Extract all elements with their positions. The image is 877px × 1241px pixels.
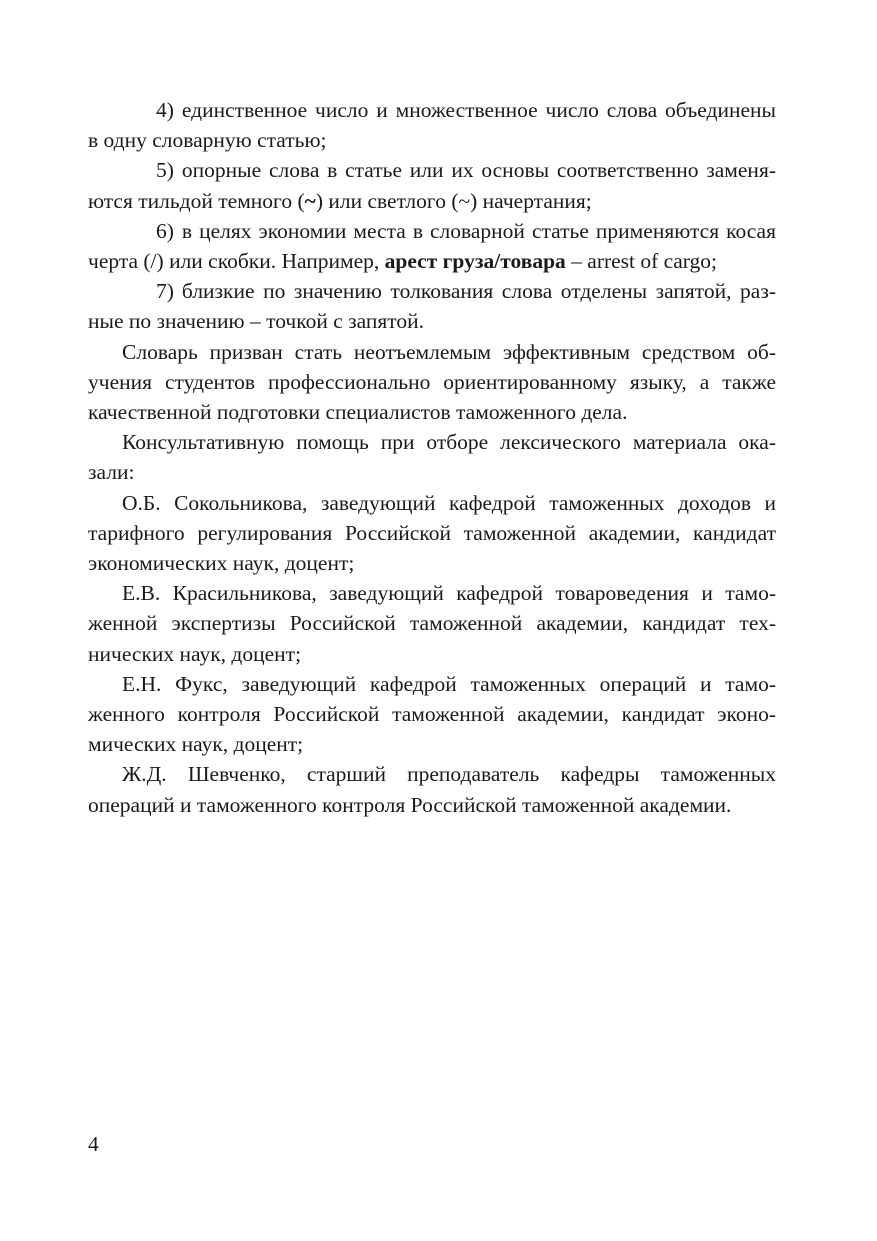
list-item-text: близкие по значению толкования слова отделены запятой, разные по значению – точкой с запятой. <box>88 279 776 334</box>
consultant-sokolnikova: О.Б. Сокольникова, заведующий кафедрой таможенных доходов и тарифного регулирования Российской таможенной академии, кандидат экономических наук, доцент; <box>88 490 776 576</box>
list-item-4 <box>88 95 776 155</box>
list-item-number: 7) <box>156 279 174 304</box>
consultant-krasilnikova: Е.В. Красильникова, заведующий кафедрой товароведения и таможенной экспертизы Российской таможенной академии, кандидат технических наук, доцент; <box>88 581 776 666</box>
list-item-5 <box>88 155 776 215</box>
list-item-text: опорные слова в статье или их основы соответственно заменяются тильдой темного ( <box>88 158 776 213</box>
bold-tilde-symbol: ~ <box>304 188 316 213</box>
purpose-paragraph: Словарь призван стать неотъемлемым эффективным средством обучения студентов профессионально ориентированному языку, а также качественной подготовки специалистов таможенного дела. <box>88 339 776 425</box>
example-translation: – arrest of cargo; <box>565 249 718 274</box>
list-item-7 <box>88 276 776 336</box>
list-item-text: в целях экономии места в словарной статье применяются косая черта (/) или скобки. Например, <box>88 218 776 274</box>
list-item-number: 5) <box>156 158 174 183</box>
example-term: арест груза/товара <box>384 249 566 274</box>
list-item-6 <box>88 216 776 276</box>
list-item-text-continued: ) или светлого (~) начертания; <box>315 188 592 213</box>
consultation-paragraph: Консультативную помощь при отборе лексического материала оказали: <box>88 430 776 485</box>
list-item-number: 4) <box>156 98 174 122</box>
list-item-number: 6) <box>156 218 174 243</box>
page-body <box>88 95 776 820</box>
list-item-text: единственное число и множественное число слова объединены в одну словарную статью; <box>88 98 776 153</box>
consultant-shevchenko: Ж.Д. Шевченко, старший преподаватель кафедры таможенных операций и таможенного контроля Российской таможенной академии. <box>88 762 776 817</box>
page-number: 4 <box>88 1132 99 1156</box>
consultant-fuks: Е.Н. Фукс, заведующий кафедрой таможенных операций и таможенного контроля Российской таможенной академии, кандидат экономических наук, доцент; <box>88 671 776 757</box>
